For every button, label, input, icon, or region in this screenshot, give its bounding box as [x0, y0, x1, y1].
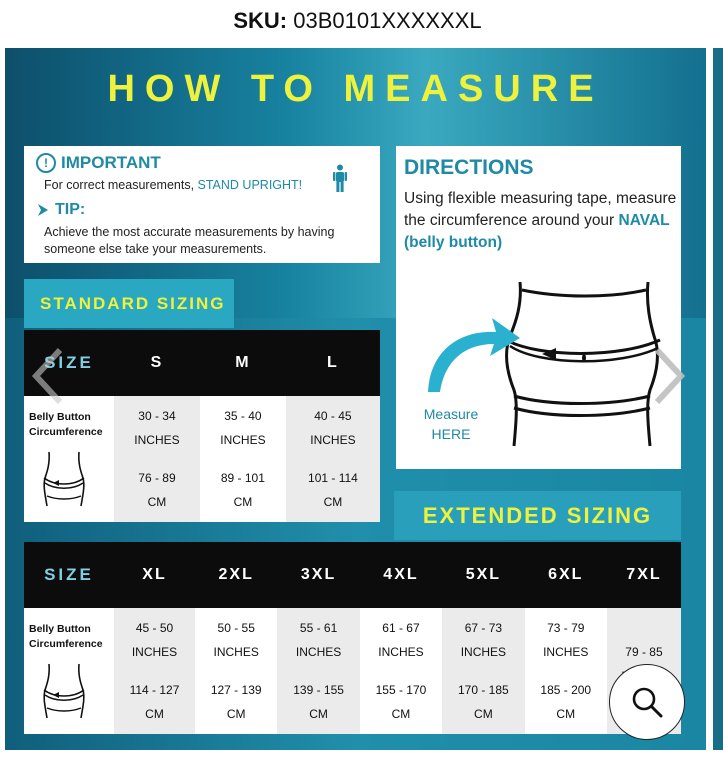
- size-header-s: S: [114, 330, 200, 396]
- size-header-2xl: 2XL: [195, 542, 277, 608]
- size-header-3xl: 3XL: [277, 542, 359, 608]
- directions-text: [404, 188, 680, 254]
- directions-text-main: Using flexible measuring tape, measure the circumference around your: [404, 190, 677, 229]
- extended-measure-row: [24, 608, 681, 734]
- size-header-m: M: [200, 330, 286, 396]
- extended-size-header: SIZE: [24, 542, 114, 608]
- cell-l: [286, 396, 380, 522]
- standard-row-label: [24, 396, 114, 522]
- cell-3xl: [277, 608, 359, 734]
- important-text-prefix: For correct measurements,: [44, 178, 198, 192]
- measure-here-line-2: HERE: [431, 426, 471, 442]
- size-header-4xl: 4XL: [360, 542, 442, 608]
- s-cm-unit: CM: [147, 495, 167, 509]
- extended-sizing-label: EXTENDED SIZING: [394, 491, 681, 540]
- extended-row-label: [24, 608, 114, 734]
- 3xl-cm-unit: CM: [309, 707, 328, 721]
- standard-header-row: [24, 330, 380, 396]
- m-cm: 89 - 101: [220, 471, 265, 485]
- 5xl-inches: 67 - 73: [464, 621, 503, 635]
- 4xl-inches: 61 - 67: [382, 621, 420, 635]
- directions-text-accent: NAVAL (belly button): [404, 212, 670, 251]
- exclamation-icon: !: [36, 153, 56, 173]
- cell-2xl: [195, 608, 277, 734]
- 5xl-cm: 170 - 185: [458, 683, 509, 697]
- important-text: [44, 178, 302, 192]
- standard-size-table: [24, 330, 380, 522]
- ext-row-label-line-2: Circumference: [29, 638, 103, 650]
- m-inches-unit: INCHES: [220, 433, 266, 447]
- 4xl-cm-unit: CM: [391, 707, 411, 721]
- ext-row-label-line-1: Belly Button: [29, 623, 91, 635]
- zoom-button[interactable]: [609, 664, 685, 740]
- l-cm: 101 - 114: [308, 471, 358, 485]
- m-cm-unit: CM: [233, 495, 253, 509]
- 4xl-cm: 155 - 170: [375, 683, 427, 697]
- size-header-l: L: [286, 330, 380, 396]
- standing-person-icon: [333, 164, 347, 192]
- l-inches: 40 - 45: [314, 409, 352, 423]
- sku-value: 03B0101XXXXXXL: [293, 8, 482, 33]
- cell-s: [114, 396, 200, 522]
- 3xl-inches: 55 - 61: [299, 621, 338, 635]
- sku-line: [0, 8, 715, 34]
- extended-header-row: [24, 542, 681, 608]
- next-slide-edge: [713, 48, 723, 750]
- standard-sizing-label: STANDARD SIZING: [24, 279, 234, 328]
- size-header-5xl: 5XL: [442, 542, 524, 608]
- s-inches-unit: INCHES: [134, 433, 180, 447]
- 3xl-cm: 139 - 155: [293, 683, 344, 697]
- magnifier-icon: [630, 685, 664, 719]
- extended-size-table: [24, 542, 681, 734]
- tip-heading-text: TIP:: [55, 201, 86, 218]
- cell-5xl: [442, 608, 524, 734]
- size-guide-image: [5, 48, 706, 750]
- 5xl-cm-unit: CM: [474, 707, 493, 721]
- l-cm-unit: CM: [323, 495, 343, 509]
- xl-cm-unit: CM: [145, 707, 164, 721]
- waist-mini-icon: [35, 662, 93, 720]
- chevron-right-icon[interactable]: [653, 346, 693, 406]
- size-header-6xl: 6XL: [525, 542, 607, 608]
- cell-xl: [114, 608, 195, 734]
- s-inches: 30 - 34: [138, 409, 176, 423]
- measure-here-line-1: Measure: [423, 406, 479, 422]
- page-title: HOW TO MEASURE: [107, 68, 604, 110]
- standard-measure-row: [24, 396, 380, 522]
- measure-here-label: [406, 404, 496, 444]
- 2xl-cm-unit: CM: [226, 707, 246, 721]
- important-text-accent: STAND UPRIGHT!: [197, 178, 303, 192]
- size-header-7xl: 7XL: [607, 542, 681, 608]
- row-label-line-2: Circumference: [29, 426, 103, 438]
- 6xl-cm-unit: CM: [556, 707, 576, 721]
- cell-6xl: [525, 608, 607, 734]
- waist-mini-icon: [35, 450, 93, 508]
- important-card: [24, 146, 380, 263]
- xl-inches: 45 - 50: [135, 621, 174, 635]
- 2xl-cm: 127 - 139: [210, 683, 262, 697]
- 7xl-inches: 79 - 85: [625, 645, 663, 659]
- 3xl-inches-unit: INCHES: [295, 645, 342, 659]
- l-inches-unit: INCHES: [310, 433, 356, 447]
- tip-text: Achieve the most accurate measurements by having someone else take your measurements.: [44, 225, 335, 256]
- xl-inches-unit: INCHES: [131, 645, 178, 659]
- important-heading: [36, 153, 161, 173]
- tip-heading: [36, 201, 85, 219]
- row-label-line-1: Belly Button: [29, 411, 91, 423]
- chevron-left-icon[interactable]: [30, 346, 70, 406]
- directions-heading: DIRECTIONS: [404, 156, 534, 179]
- 2xl-inches: 50 - 55: [217, 621, 255, 635]
- 6xl-inches-unit: INCHES: [543, 645, 589, 659]
- standard-size-header: SIZE: [24, 330, 114, 396]
- 4xl-inches-unit: INCHES: [378, 645, 424, 659]
- chevron-right-tip-icon: [36, 203, 50, 217]
- m-inches: 35 - 40: [224, 409, 262, 423]
- 6xl-inches: 73 - 79: [547, 621, 585, 635]
- cell-m: [200, 396, 286, 522]
- sku-label: SKU:: [233, 8, 288, 33]
- cell-4xl: [360, 608, 442, 734]
- 5xl-inches-unit: INCHES: [460, 645, 507, 659]
- s-cm: 76 - 89: [138, 471, 176, 485]
- important-heading-text: IMPORTANT: [61, 153, 161, 172]
- size-header-xl: XL: [114, 542, 195, 608]
- xl-cm: 114 - 127: [129, 683, 180, 697]
- 6xl-cm: 185 - 200: [540, 683, 592, 697]
- directions-card: [396, 146, 681, 469]
- 2xl-inches-unit: INCHES: [213, 645, 259, 659]
